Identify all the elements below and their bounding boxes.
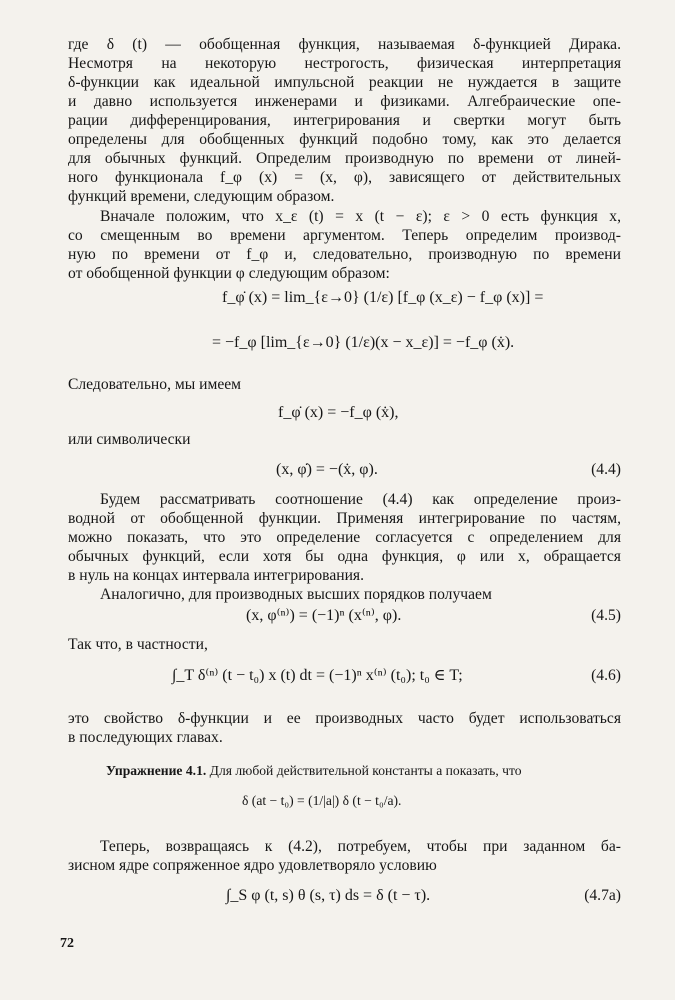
paragraph-line: можно показать, что это определение согласуется с определением для <box>68 529 621 546</box>
text-higher-orders: Аналогично, для производных высших порядков получаем <box>100 586 492 603</box>
paragraph-line: водной от обобщенной функции. Применяя интегрирование по частям, <box>68 510 621 527</box>
paragraph-line: Несмотря на некоторую нестрогость, физическая интерпретация <box>68 55 621 72</box>
exercise-label: Упражнение 4.1. <box>106 763 207 778</box>
paragraph-line: и давно используется инженерами и физиками. Алгебраические опе- <box>68 93 621 110</box>
paragraph-line: определены для обобщенных функций подобно тому, как это делается <box>68 131 621 148</box>
paragraph-line: δ-функции как идеальной импульсной реакции не нуждается в защите <box>68 74 621 91</box>
equation-label-4-5: (4.5) <box>591 607 621 624</box>
exercise-line <box>106 762 621 779</box>
paragraph-line: ного функционала f_φ (x) = (x, φ), зависящего от действительных <box>68 169 621 186</box>
equation-label-4-7a: (4.7a) <box>584 887 621 904</box>
text-hence: Следовательно, мы имеем <box>68 376 242 393</box>
paragraph-line: это свойство δ-функции и ее производных часто будет использоваться <box>68 710 621 727</box>
paragraph-line: со смещенным во времени аргументом. Теперь определим производ- <box>68 227 621 244</box>
paragraph-line: рации дифференцирования, интегрирования и свертки могут быть <box>68 112 621 129</box>
exercise-text: Для любой действительной константы a показать, что <box>209 763 522 778</box>
equation-4-7a: ∫_S φ (t, s) θ (s, τ) ds = δ (t − τ). <box>226 887 431 904</box>
paragraph-line: Теперь, возвращаясь к (4.2), потребуем, чтобы при заданном ба- <box>100 838 621 855</box>
equation-4-5: (x, φ⁽ⁿ⁾) = (−1)ⁿ (x⁽ⁿ⁾, φ). <box>246 607 402 624</box>
equation-4-6: ∫_T δ⁽ⁿ⁾ (t − t₀) x (t) dt = (−1)ⁿ x⁽ⁿ⁾ (t₀); t₀ ∈ T; <box>172 667 463 684</box>
text-in-particular: Так что, в частности, <box>68 636 208 653</box>
paragraph-line: в нуль на концах интервала интегрирования. <box>68 567 364 584</box>
paragraph-line: ную по времени от f_φ и, следовательно, производную по времени <box>68 246 621 263</box>
equation-4-4: (x, φ̇) = −(ẋ, φ). <box>276 461 378 478</box>
text-symbolic: или символически <box>68 431 191 448</box>
paragraph-line: для обычных функций. Определим производную по времени от линей- <box>68 150 621 167</box>
equation-label-4-6: (4.6) <box>591 667 621 684</box>
equation-exercise: δ (at − t₀) = (1/|a|) δ (t − t₀/a). <box>242 793 402 808</box>
paragraph-line: обычных функций, если хотя бы одна функция, φ или x, обращается <box>68 548 621 565</box>
equation-limit-1: f_φ̇ (x) = lim_{ε→0} (1/ε) [f_φ (x_ε) − f_φ (x)] = <box>222 289 544 306</box>
paragraph-line: Будем рассматривать соотношение (4.4) как определение произ- <box>100 491 621 508</box>
paragraph-line: функций времени, следующим образом. <box>68 188 335 205</box>
paragraph-line: в последующих главах. <box>68 729 223 746</box>
page-number: 72 <box>60 936 74 951</box>
paragraph-line: зисном ядре сопряженное ядро удовлетворяло условию <box>68 857 437 874</box>
paragraph-line: от обобщенной функции φ следующим образом: <box>68 265 390 282</box>
equation-label-4-4: (4.4) <box>591 461 621 478</box>
equation-derivative: f_φ̇ (x) = −f_φ (ẋ), <box>278 404 399 421</box>
paragraph-line: Вначале положим, что x_ε (t) = x (t − ε); ε > 0 есть функция x, <box>100 208 621 225</box>
equation-limit-2: = −f_φ [lim_{ε→0} (1/ε)(x − x_ε)] = −f_φ (ẋ). <box>212 334 515 351</box>
paragraph-line: где δ (t) — обобщенная функция, называемая δ-функцией Дирака. <box>68 36 621 53</box>
